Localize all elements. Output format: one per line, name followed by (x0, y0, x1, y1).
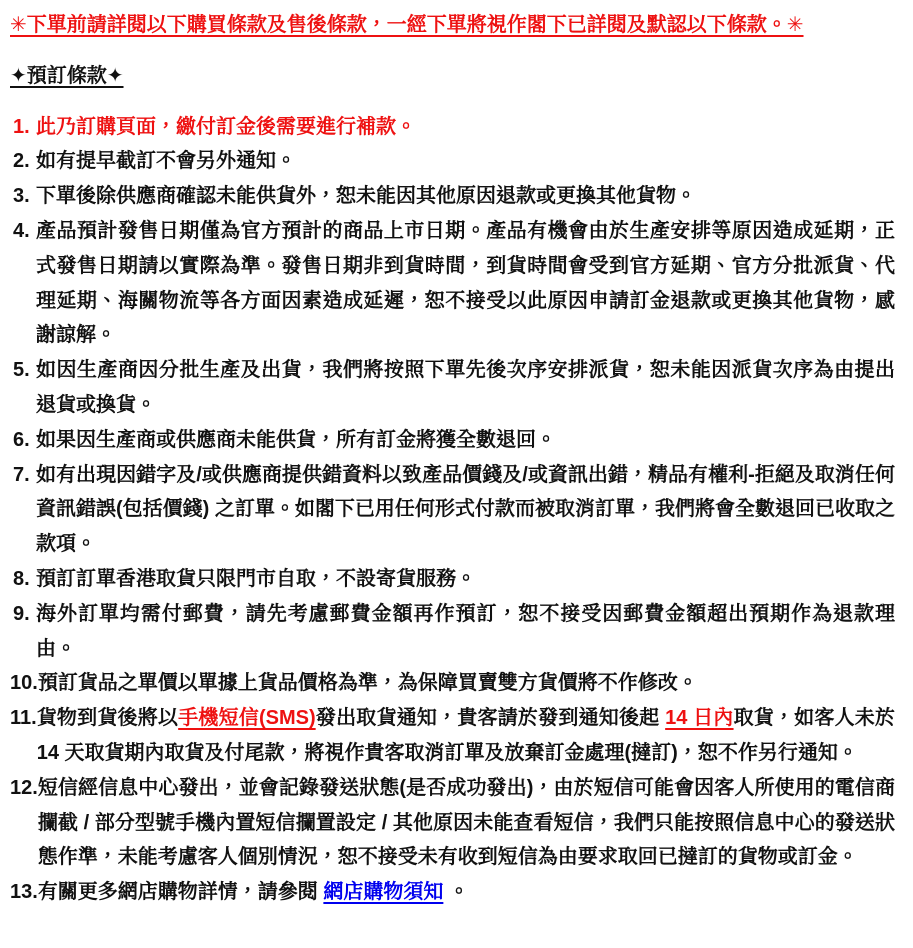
term-number: 2. (13, 150, 30, 173)
term-segment: 短信經信息中心發出，並會記錄發送狀態(是否成功發出)，由於短信可能會因客人所使用的電信商攔截 / 部分型號手機內置短信攔置設定 / 其他原因未能查看短信，我們只能按照信息中心的發送狀態作準，未能考慮客人個別情況，恕不接受未有收到短信為由要求取回已撻訂的貨物或訂金。 (37, 776, 895, 869)
term-text (36, 144, 895, 179)
term-item (10, 353, 895, 423)
term-segment: 如因生產商因分批生產及出貨，我們將按照下單先後次序安排派貨，恕未能因派貨次序為由提出退貨或換貨。 (36, 359, 895, 416)
term-segment: 如有提早截訂不會另外通知。 (36, 150, 296, 173)
term-number: 12. (10, 776, 38, 799)
term-segment: 如有出現因錯字及/或供應商提供錯資料以致產品價錢及/或資訊出錯，精品有權利-拒絕及取消任何資訊錯誤(包括價錢) 之訂單。如閣下已用任何形式付款而被取消訂單，我們將會全數退回已收取之款項。 (36, 463, 895, 556)
term-segment: 海外訂單均需付郵費，請先考慮郵費金額再作預訂，恕不接受因郵費金額超出預期作為退款理由。 (36, 602, 895, 660)
term-segment: 此乃訂購頁面，繳付訂金後需要進行補款。 (36, 115, 416, 138)
terms-list (10, 110, 895, 910)
term-item (10, 562, 895, 597)
term-number: 11. (10, 707, 37, 730)
term-text (36, 458, 895, 562)
term-text (38, 875, 895, 910)
term-number: 4. (13, 219, 30, 242)
term-number: 8. (13, 567, 30, 590)
term-text (37, 701, 895, 771)
term-number: 1. (13, 115, 30, 138)
term-segment: 有關更多網店購物詳情，請參閱 (37, 881, 324, 904)
term-text (36, 353, 895, 423)
term-item (10, 666, 895, 701)
term-item (10, 458, 895, 562)
term-item (10, 771, 895, 875)
term-item (10, 597, 895, 667)
term-segment: 貨物到貨後將以 (36, 707, 179, 730)
term-number: 5. (13, 359, 30, 382)
term-segment: 預訂訂單香港取貨只限門市自取，不設寄貨服務。 (36, 567, 476, 590)
term-segment: 。 (443, 881, 469, 904)
term-number: 9. (13, 602, 30, 625)
term-item (10, 110, 895, 145)
preorder-terms-title: ✦預訂條款✦ (10, 64, 124, 87)
term-item (10, 144, 895, 179)
term-segment: 發出取貨通知，貴客請於發到通知後起 (315, 707, 666, 730)
term-segment: 產品預計發售日期僅為官方預計的商品上市日期。產品有機會由於生產安排等原因造成延期，正式發售日期請以實際為準。發售日期非到貨時間，到貨時間會受到官方延期、官方分批派貨、代理延期、海關物流等各方面因素造成延遲，恕不接受以此原因申請訂金退款或更換其他貨物，感謝諒解。 (36, 219, 895, 347)
term-item (10, 214, 895, 353)
store-notice-link[interactable]: 網店購物須知 (323, 881, 444, 904)
term-number: 10. (10, 672, 38, 695)
term-segment: 如果因生產商或供應商未能供貨，所有訂金將獲全數退回。 (36, 428, 556, 451)
term-text (38, 771, 895, 875)
term-text (36, 562, 895, 597)
term-text (36, 214, 895, 353)
term-segment: 預訂貨品之單價以單據上貨品價格為準，為保障買賣雙方貨價將不作修改。 (37, 672, 698, 695)
term-number: 7. (13, 463, 30, 486)
term-item (10, 179, 895, 214)
term-text (36, 423, 895, 458)
term-text (36, 179, 895, 214)
term-item (10, 423, 895, 458)
purchase-notice-header: ✳下單前請詳閱以下購買條款及售後條款，一經下單將視作閣下已詳閱及默認以下條款。✳ (10, 14, 804, 36)
pickup-deadline-emphasis: 14 日內 (665, 707, 734, 730)
term-item (10, 701, 895, 771)
term-number: 6. (13, 428, 30, 451)
term-text (36, 110, 895, 145)
term-item (10, 875, 895, 910)
term-number: 3. (13, 185, 30, 208)
term-segment: 取貨，如客人未於 14 天取貨期內取貨及付尾款，將視作貴客取消訂單及放棄訂金處理(撻訂)，恕不作另行通知。 (36, 707, 896, 764)
term-text (36, 597, 895, 667)
sms-emphasis: 手機短信(SMS) (178, 707, 316, 730)
term-number: 13. (10, 881, 38, 904)
term-segment: 下單後除供應商確認未能供貨外，恕未能因其他原因退款或更換其他貨物。 (36, 185, 696, 208)
term-text (38, 666, 895, 701)
